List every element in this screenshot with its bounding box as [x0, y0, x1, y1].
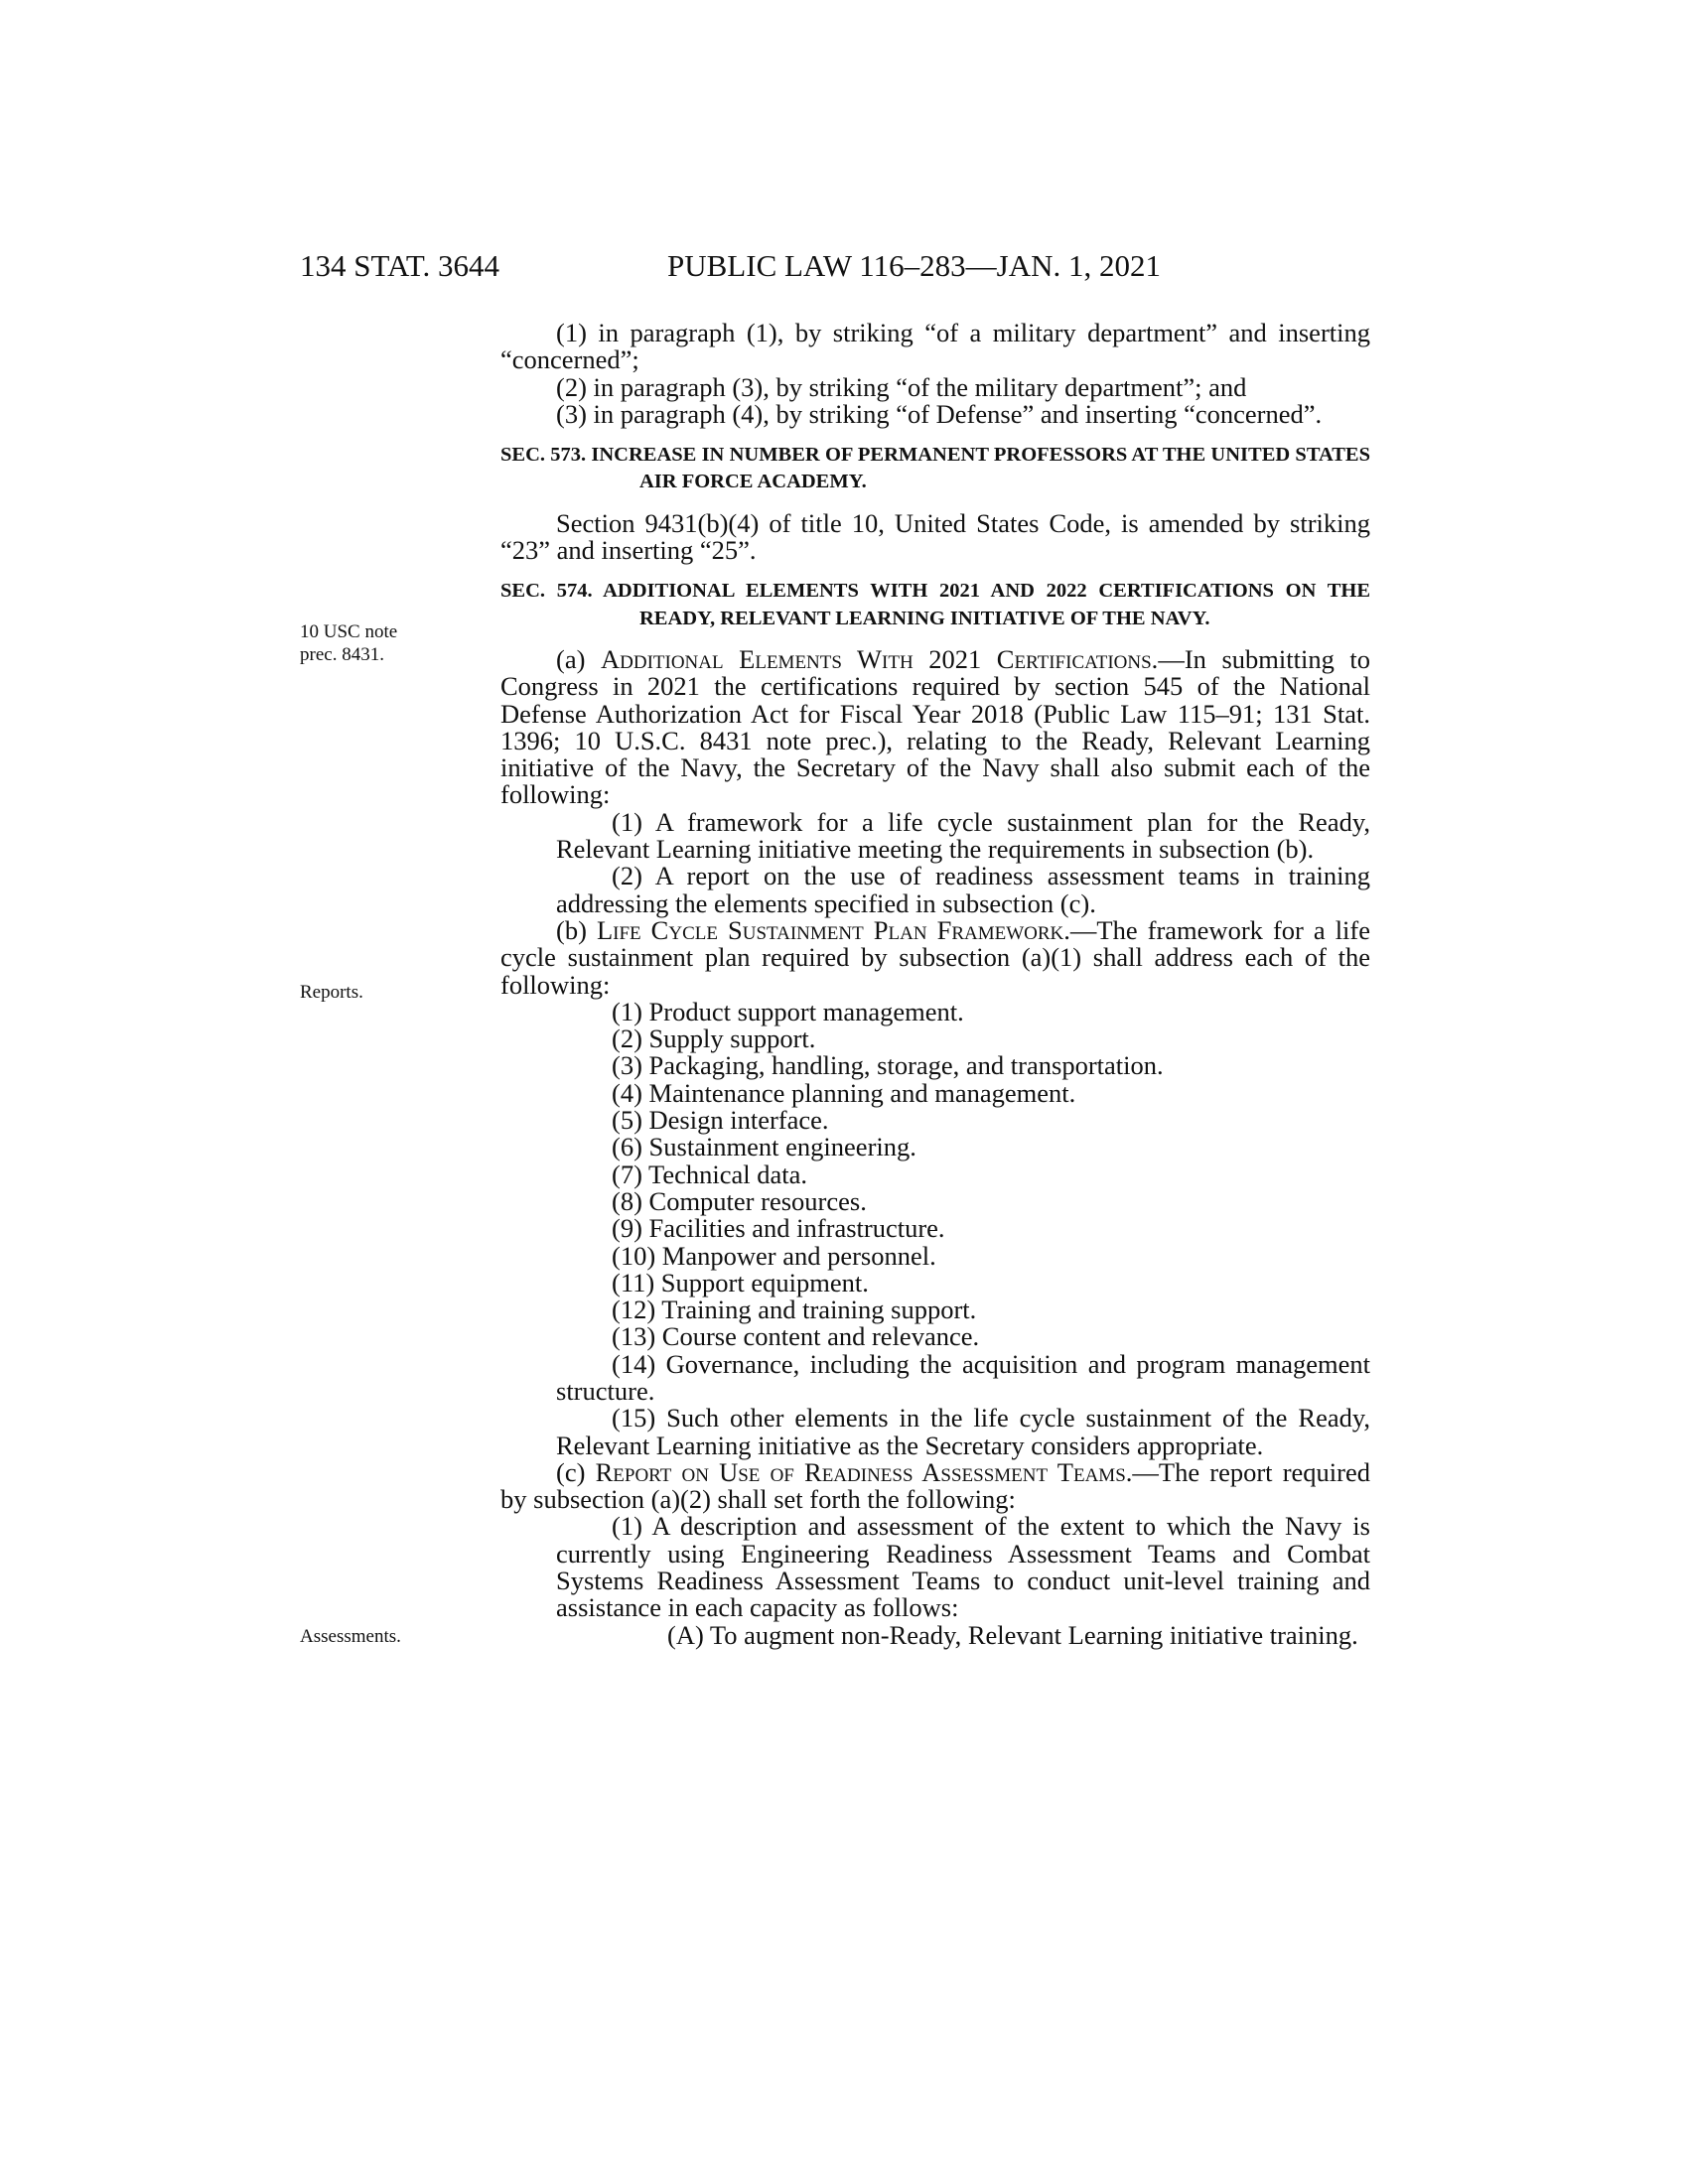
subsection-c-item-1: (1) A description and assessment of the extent to which the Navy is currently using Engineering Readiness Assessment Teams and Combat Systems Readiness Assessment Teams to conduct unit-level training and assistance in each capacity as follows:: [556, 1511, 1370, 1623]
subsection-b-item: (11) Support equipment.: [612, 1267, 869, 1297]
subsection-b-item: (12) Training and training support.: [612, 1295, 977, 1325]
subsection-a: [500, 643, 1370, 810]
document-body: [500, 320, 1370, 1649]
subsection-b-item: (10) Manpower and personnel.: [612, 1240, 936, 1271]
law-title-header: PUBLIC LAW 116–283—JAN. 1, 2021: [667, 248, 1161, 283]
subsection-c-text: —The report required by subsection (a)(2) shall set forth the following:: [500, 1456, 1370, 1515]
stat-page-number: 134 STAT. 3644: [300, 248, 500, 283]
subsection-b-text: —The framework for a life cycle sustainment plan required by subsection (a)(1) shall address each of the following:: [500, 914, 1371, 1000]
section-573-heading: SEC. 573. INCREASE IN NUMBER OF PERMANENT PROFESSORS AT THE UNITED STATES AIR FORCE ACADEMY.: [500, 444, 1370, 493]
subsection-b-item-15: (15) Such other elements in the life cycle sustainment of the Ready, Relevant Learning initiative as the Secretary considers appropriate.: [556, 1403, 1370, 1460]
margin-note-assessments: Assessments.: [300, 1626, 401, 1647]
subsection-c-label: (c): [556, 1456, 586, 1487]
subsection-b-item: (9) Facilities and infrastructure.: [612, 1213, 945, 1244]
subsection-b-heading: Life Cycle Sustainment Plan Framework.: [596, 914, 1070, 945]
margin-note-usc: 10 USC note prec. 8431.: [300, 621, 398, 665]
subsection-a-heading: Additional Elements With 2021 Certifications.: [600, 643, 1159, 674]
subsection-b-item: (8) Computer resources.: [612, 1185, 867, 1216]
subsection-a-label: (a): [556, 643, 586, 674]
subsection-b-item: (5) Design interface.: [612, 1105, 829, 1136]
subsection-c-heading: Report on Use of Readiness Assessment Teams.: [595, 1456, 1133, 1487]
paragraph-3: (3) in paragraph (4), by striking “of Defense” and inserting “concerned”.: [556, 398, 1323, 429]
subsection-b-item-14: (14) Governance, including the acquisition and program management structure.: [556, 1348, 1370, 1406]
margin-note-reports: Reports.: [300, 982, 363, 1003]
subsection-a-item-1: (1) A framework for a life cycle sustainment plan for the Ready, Relevant Learning initiative meeting the requirements in subsection (b).: [556, 806, 1370, 865]
subsection-b-item: (1) Product support management.: [612, 996, 964, 1026]
subsection-b-item: (13) Course content and relevance.: [612, 1321, 980, 1352]
subsection-c: [500, 1456, 1370, 1515]
subsection-b-item: (6) Sustainment engineering.: [612, 1132, 916, 1162]
paragraph-2: (2) in paragraph (3), by striking “of the military department”; and: [556, 371, 1247, 402]
subsection-a-text: —In submitting to Congress in 2021 the certifications required by section 545 of the National Defense Authorization Act for Fiscal Year 2018 (Public Law 115–91; 131 Stat. 1396; 10 U.S.C. 8431 note prec.), relating to the Ready, Relevant Learning initiative of the Navy, the Secretary of the Navy shall also submit each of the following:: [500, 643, 1370, 810]
section-573-text: Section 9431(b)(4) of title 10, United States Code, is amended by striking “23” and inserting “25”.: [500, 507, 1370, 566]
subsection-b-label: (b): [556, 914, 587, 945]
subsection-a-item-2: (2) A report on the use of readiness assessment teams in training addressing the elements specified in subsection (c).: [556, 861, 1370, 918]
subsection-b: [500, 914, 1371, 1000]
subsection-b-item: (3) Packaging, handling, storage, and transportation.: [612, 1050, 1164, 1081]
subsection-b-item: (4) Maintenance planning and management.: [612, 1077, 1076, 1108]
subsection-c-item-1-A: (A) To augment non-Ready, Relevant Learning initiative training.: [667, 1619, 1358, 1650]
subsection-b-item: (2) Supply support.: [612, 1024, 816, 1054]
subsection-b-item: (7) Technical data.: [612, 1159, 808, 1189]
paragraph-1: (1) in paragraph (1), by striking “of a military department” and inserting “concerned”;: [500, 318, 1370, 375]
section-574-heading: SEC. 574. ADDITIONAL ELEMENTS WITH 2021 AND 2022 CERTIFICATIONS ON THE READY, RELEVANT LEARNING INITIATIVE OF THE NAVY.: [500, 580, 1370, 629]
